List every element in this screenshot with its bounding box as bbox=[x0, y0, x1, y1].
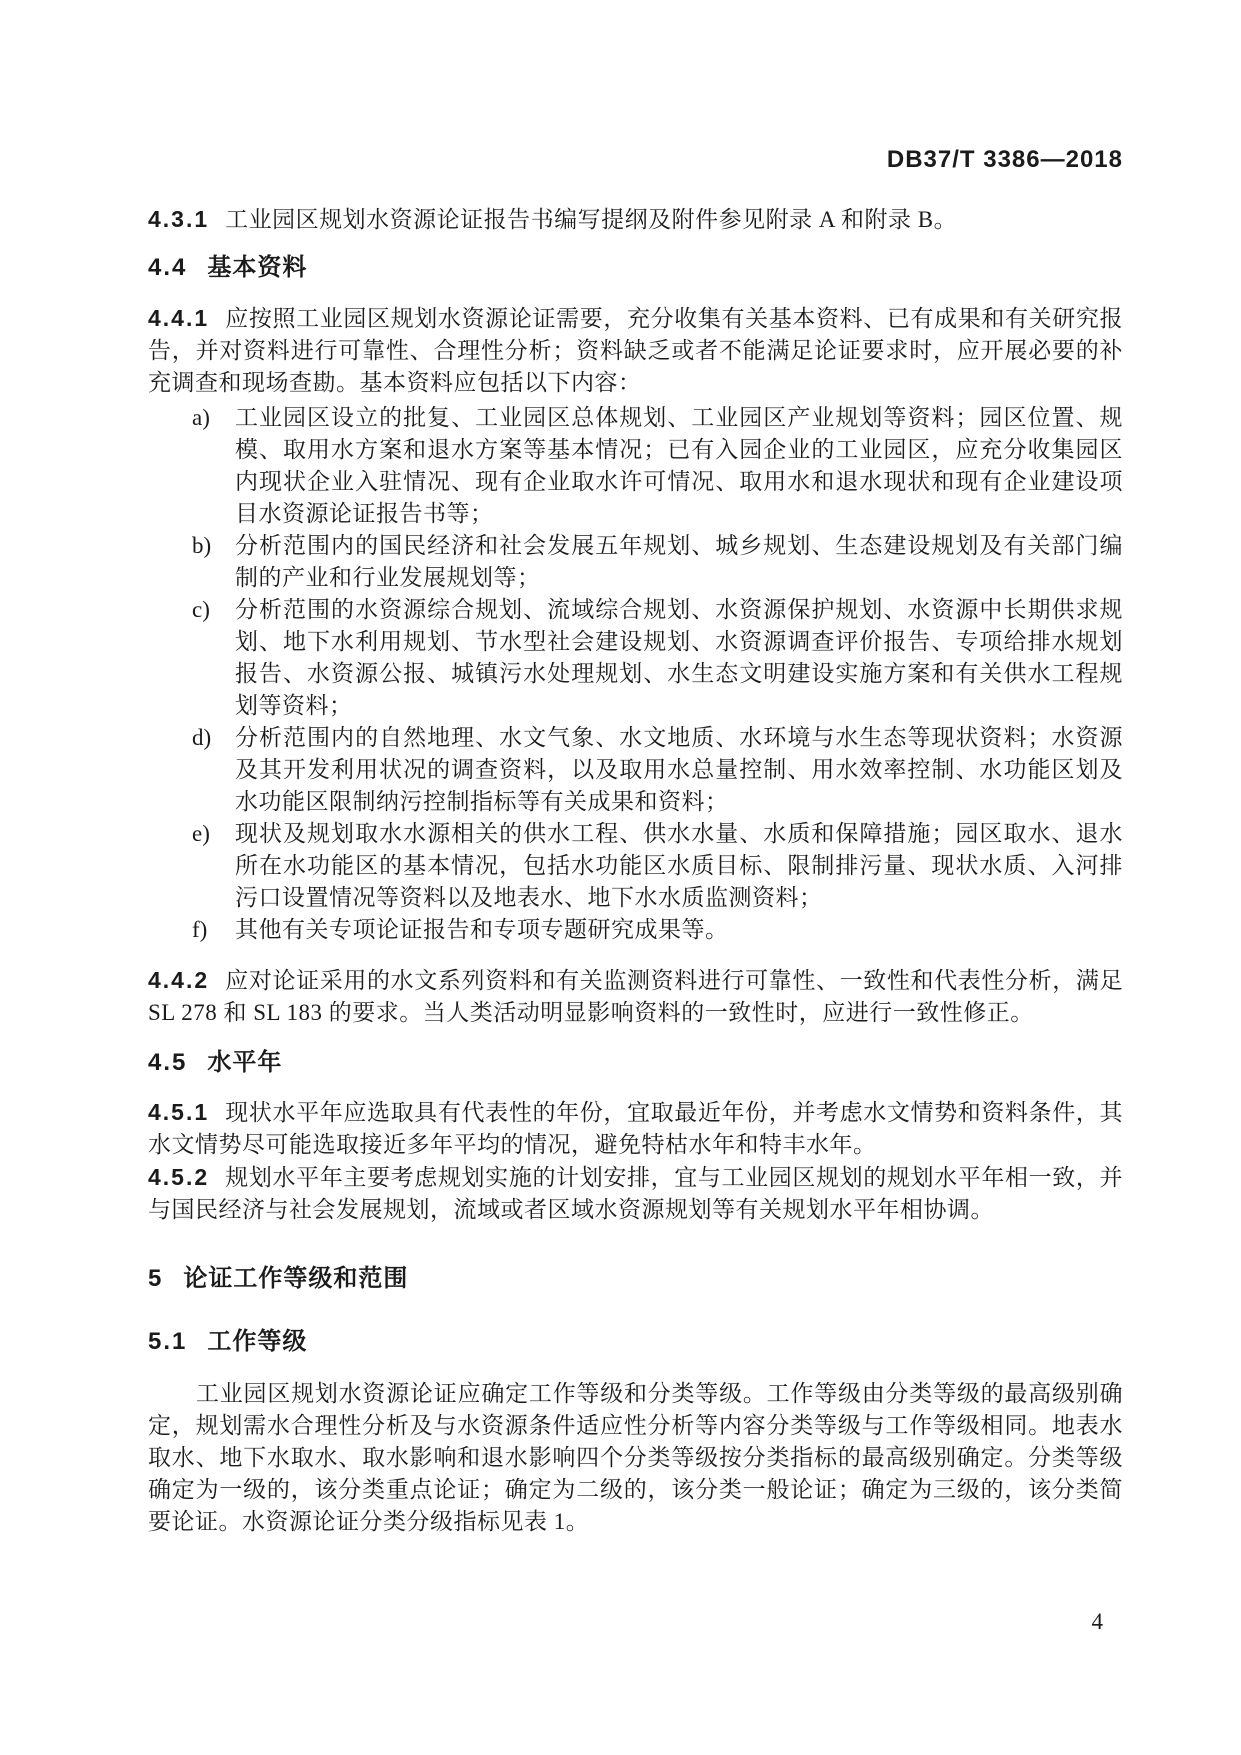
list-item-text: 现状及规划取水水源相关的供水工程、供水水量、水质和保障措施；园区取水、退水所在水功能区的基本情况，包括水功能区水质目标、限制排污量、现状水质、入河排污口设置情况等资料以及地表水、地下水水质监测资料； bbox=[235, 821, 1123, 910]
list-item-e bbox=[148, 818, 1123, 914]
list-item-c bbox=[148, 594, 1123, 722]
heading-5 bbox=[148, 1262, 1123, 1295]
page-number: 4 bbox=[1091, 1609, 1103, 1634]
clause-4-5-1 bbox=[148, 1096, 1123, 1161]
heading-title: 工作等级 bbox=[207, 1328, 308, 1355]
clause-4-4-1-list bbox=[148, 402, 1123, 946]
clause-text: 应按照工业园区规划水资源论证需要，充分收集有关基本资料、已有成果和有关研究报告，并对资料进行可靠性、合理性分析；资料缺乏或者不能满足论证要求时，应开展必要的补充调查和现场查勘。基本资料应包括以下内容： bbox=[148, 306, 1123, 395]
list-item-text: 分析范围内的自然地理、水文气象、水文地质、水环境与水生态等现状资料；水资源及其开发利用状况的调查资料，以及取用水总量控制、用水效率控制、水功能区划及水功能区限制纳污控制指标等有关成果和资料； bbox=[235, 725, 1123, 814]
heading-title: 水平年 bbox=[207, 1049, 283, 1076]
list-item-b bbox=[148, 530, 1123, 594]
heading-number: 4.4 bbox=[148, 254, 188, 281]
clause-4-5-2 bbox=[148, 1161, 1123, 1226]
list-item-text: 工业园区设立的批复、工业园区总体规划、工业园区产业规划等资料；园区位置、规模、取用水方案和退水方案等基本情况；已有入园企业的工业园区，应充分收集园区内现状企业入驻情况、现有企业取水许可情况、取用水和退水现状和现有企业建设项目水资源论证报告书等； bbox=[235, 405, 1123, 526]
clause-number: 4.4.1 bbox=[148, 305, 210, 331]
clause-text: 现状水平年应选取具有代表性的年份，宜取最近年份，并考虑水文情势和资料条件，其水文情势尽可能选取接近多年平均的情况，避免特枯水年和特丰水年。 bbox=[148, 1100, 1123, 1157]
clause-number: 4.3.1 bbox=[148, 206, 210, 232]
clause-text: 规划水平年主要考虑规划实施的计划安排，宜与工业园区规划的规划水平年相一致，并与国民经济与社会发展规划，流域或者区域水资源规划等有关规划水平年相协调。 bbox=[148, 1165, 1123, 1222]
paragraph-5-1 bbox=[148, 1378, 1123, 1538]
list-item-a bbox=[148, 402, 1123, 530]
heading-4-5 bbox=[148, 1046, 1123, 1079]
paragraph-text: 工业园区规划水资源论证应确定工作等级和分类等级。工作等级由分类等级的最高级别确定，规划需水合理性分析及与水资源条件适应性分析等内容分类等级与工作等级相同。地表水取水、地下水取水、取水影响和退水影响四个分类等级按分类指标的最高级别确定。分类等级确定为一级的，该分类重点论证；确定为二级的，该分类一般论证；确定为三级的，该分类简要论证。水资源论证分类分级指标见表 1。 bbox=[148, 1381, 1123, 1534]
list-item-label: e) bbox=[192, 821, 210, 846]
list-item-label: c) bbox=[192, 597, 210, 622]
list-item-text: 分析范围的水资源综合规划、流域综合规划、水资源保护规划、水资源中长期供求规划、地下水利用规划、节水型社会建设规划、水资源调查评价报告、专项给排水规划报告、水资源公报、城镇污水处理规划、水生态文明建设实施方案和有关供水工程规划等资料； bbox=[235, 597, 1123, 718]
heading-number: 4.5 bbox=[148, 1049, 188, 1076]
list-item-f bbox=[148, 914, 1123, 946]
clause-4-4-2 bbox=[148, 964, 1123, 1029]
clause-number: 4.5.1 bbox=[148, 1099, 210, 1125]
heading-title: 论证工作等级和范围 bbox=[183, 1265, 409, 1292]
clause-number: 4.4.2 bbox=[148, 967, 210, 993]
heading-title: 基本资料 bbox=[207, 254, 308, 281]
clause-text: 应对论证采用的水文系列资料和有关监测资料进行可靠性、一致性和代表性分析，满足 SL 278 和 SL 183 的要求。当人类活动明显影响资料的一致性时，应进行一致性修正。 bbox=[148, 968, 1123, 1025]
list-item-label: f) bbox=[192, 917, 208, 942]
list-item-label: b) bbox=[192, 533, 212, 558]
clause-text: 工业园区规划水资源论证报告书编写提纲及附件参见附录 A 和附录 B。 bbox=[225, 207, 958, 232]
list-item-text: 其他有关专项论证报告和专项专题研究成果等。 bbox=[235, 917, 729, 942]
list-item-text: 分析范围内的国民经济和社会发展五年规划、城乡规划、生态建设规划及有关部门编制的产业和行业发展规划等； bbox=[235, 533, 1123, 590]
heading-number: 5 bbox=[148, 1265, 164, 1292]
list-item-d bbox=[148, 722, 1123, 818]
clause-4-4-1 bbox=[148, 302, 1123, 399]
heading-5-1 bbox=[148, 1325, 1123, 1358]
heading-number: 5.1 bbox=[148, 1328, 188, 1355]
clause-number: 4.5.2 bbox=[148, 1164, 210, 1190]
document-code-header bbox=[148, 0, 1123, 174]
list-item-label: d) bbox=[192, 725, 212, 750]
list-item-label: a) bbox=[192, 405, 210, 430]
doc-code: DB37/T 3386—2018 bbox=[886, 146, 1123, 173]
clause-4-3-1 bbox=[148, 203, 1123, 236]
heading-4-4 bbox=[148, 251, 1123, 284]
